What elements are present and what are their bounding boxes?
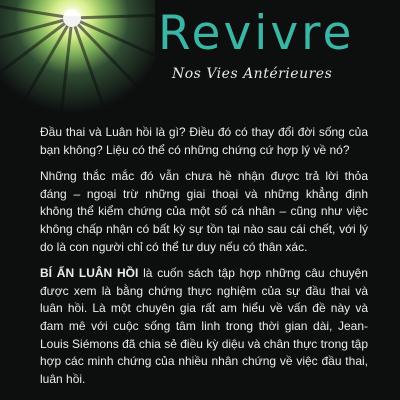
blurb-paragraph-3 (40, 265, 368, 388)
book-title: Revivre (158, 6, 355, 61)
blurb-paragraph-1: Đầu thai và Luân hồi là gì? Điều đó có thay đổi đời sống của bạn không? Liệu có thể có những chứng cứ hợp lý về nó? (40, 125, 368, 157)
blurb-paragraph-2: Những thắc mắc đó vẫn chưa hề nhận được trả lời thỏa đáng – ngoại trừ những giai thoại và những khẳng định không thể kiểm chứng của một số cá nhân – cũng như việc không chấp nhận có bất kỳ sự tồn tại nào sau cái chết, với lý do là con người chỉ có thể tư duy nếu có thân xác. (40, 169, 368, 254)
tunnel-of-light-image (0, 0, 155, 120)
book-subtitle: Nos Vies Antérieures (172, 66, 333, 82)
blurb-text (40, 124, 368, 397)
blurb-paragraph-3-body: là cuốn sách tập hợp những câu chuyện được xem là bằng chứng thực nghiệm của sự đầu thai và luân hồi. Là một chuyên gia rất am hiểu về vấn đề này và đam mê với cuộc sống tâm linh trong thời gian dài, Jean-Louis Siémons đã chia sẻ điều kỳ diệu và chân thực trong tập hợp các minh chứng của nhiều nhân chứng về việc đầu thai, luân hồi. (40, 266, 368, 386)
book-name-highlight: BÍ ẨN LUÂN HỒI (40, 266, 139, 281)
